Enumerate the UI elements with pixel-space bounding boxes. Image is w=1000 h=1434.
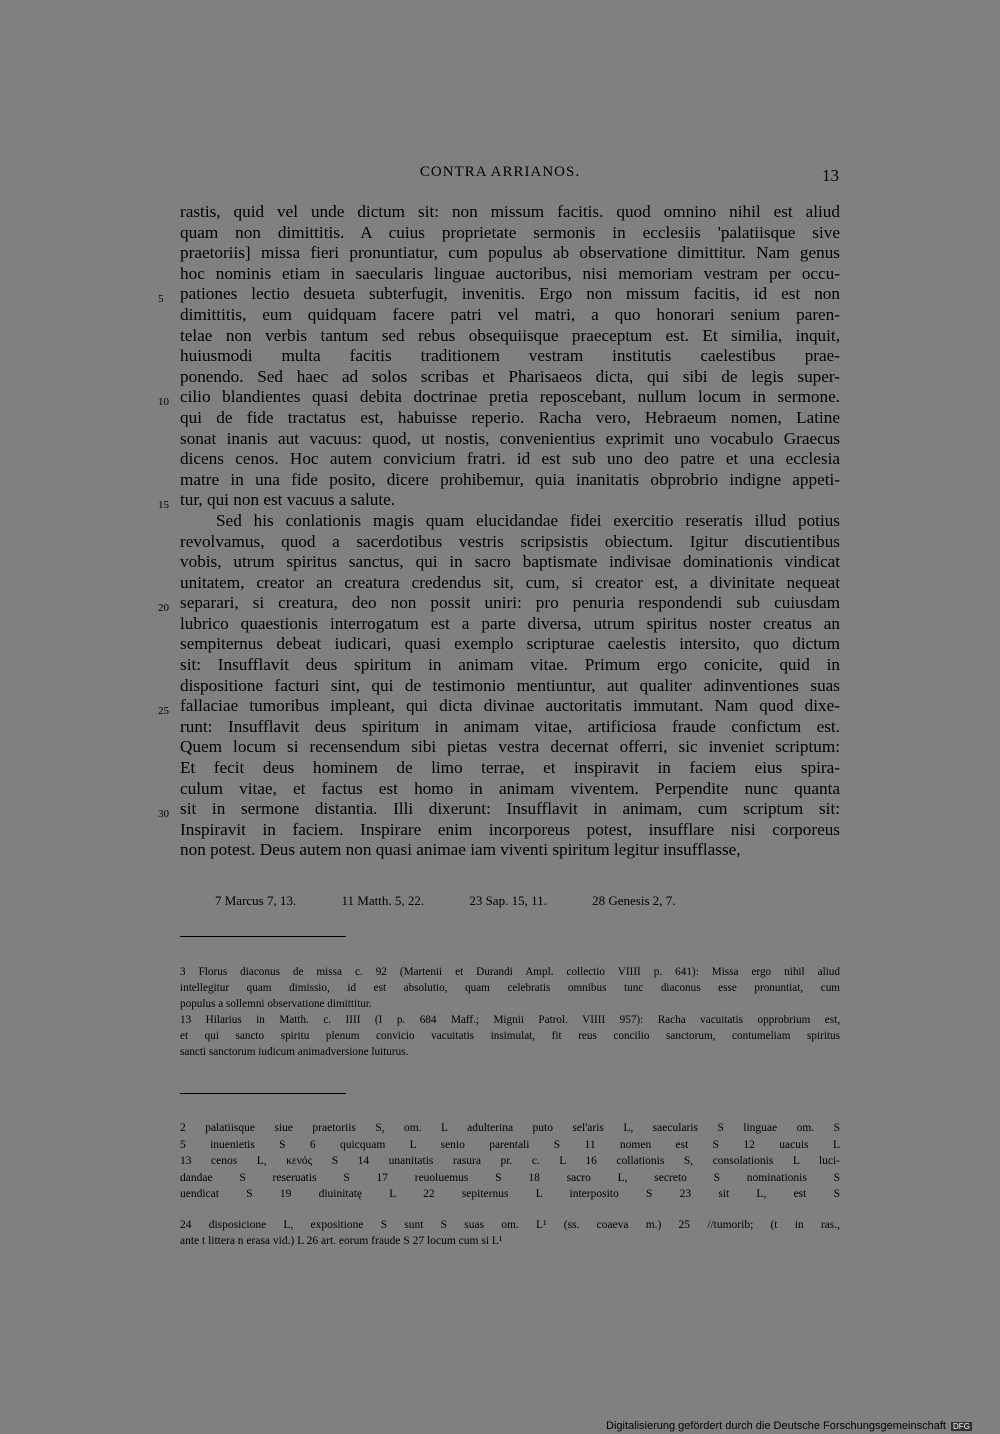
note-line: 3 Florus diaconus de missa c. 92 (Martenii et Durandi Ampl. collectio VIIII p. 641): Missa ergo nihil aliud bbox=[180, 966, 840, 978]
apparatus-line: dandae S reseruatis S 17 reuoluemus S 18 sacro L, secreto S nominationis S bbox=[180, 1171, 840, 1184]
text-line: sit: Insufflavit deus spiritum in animam vitae. Primum ergo conicite, quid in bbox=[180, 655, 840, 675]
text-line: unitatem, creator an creatura credendus sit, cum, si creator est, a divinitate nequeat bbox=[180, 572, 840, 592]
apparatus-line: 24 disposicione L, expositione S sunt S suas om. L¹ (ss. coaeva m.) 25 //tumorib; (t in ras., bbox=[180, 1218, 840, 1231]
text-line: culum vitae, et factus est homo in animam viventem. Perpendite nunc quanta bbox=[180, 778, 840, 798]
note-line: intellegitur quam dimissio, id est absolutio, quam celebratis omnibus tunc diaconus esse pronuntiat, cum bbox=[180, 982, 840, 994]
text-line: matre in una fide posito, dicere prohibemur, quia inanitatis obprobrio indigne appeti- bbox=[180, 469, 840, 489]
text-line: Et fecit deus hominem de limo terrae, et inspiravit in faciem eius spira- bbox=[180, 758, 840, 778]
text-line: fallaciae tumoribus impleant, qui dicta divinae auctoritatis immutant. Nam quod dixe- bbox=[180, 696, 840, 716]
text-line: rastis, quid vel unde dictum sit: non missum facitis. quod omnino nihil est aliud bbox=[180, 202, 840, 221]
reference: 23 Sap. 15, 11. bbox=[469, 893, 547, 908]
reference: 11 Matth. 5, 22. bbox=[341, 893, 425, 908]
line-number: 20 bbox=[158, 602, 169, 614]
apparatus-line: 2 palatiisque siue praetoriis S, om. L adulterina puto sel'aris L, saecularis S linguae om. S bbox=[180, 1122, 840, 1134]
dfg-logo: DFG bbox=[953, 1421, 970, 1431]
text-line: telae non verbis tantum sed rebus obsequiisque praeceptum est. Et similia, inquit, bbox=[180, 325, 840, 345]
reference: 7 Marcus 7, 13. bbox=[215, 893, 297, 908]
text-line: hoc nominis etiam in saecularis linguae auctoribus, nisi memoriam vestram per occu- bbox=[180, 263, 840, 283]
line-number: 5 bbox=[158, 293, 164, 305]
note-line: sancti sanctorum iudicum animadversione luiturus. bbox=[180, 1046, 409, 1058]
text-line: dicens cenos. Hoc autem convicium fratri. id est sub uno deo patre et una ecclesia bbox=[180, 449, 840, 469]
line-number: 25 bbox=[158, 705, 169, 717]
source-notes bbox=[180, 964, 840, 1060]
line-number: 10 bbox=[158, 396, 169, 408]
apparatus-line: 13 cenos L, κενός S 14 unanitatis rasura pr. c. L 16 collationis S, consolationis L luci- bbox=[180, 1155, 840, 1167]
critical-apparatus bbox=[180, 1120, 840, 1250]
footer-text: Digitalisierung gefördert durch die Deutsche Forschungsgemeinschaft bbox=[606, 1420, 946, 1432]
separator-rule bbox=[180, 1093, 346, 1094]
text-line: Sed his conlationis magis quam elucidandae fidei exercitio reseratis illud potius bbox=[216, 510, 840, 530]
text-line: vobis, utrum spiritus sanctus, qui in sacro baptismate indivisae dominationis vindicat bbox=[180, 552, 840, 572]
note-line: populus a sollemni observatione dimittitur. bbox=[180, 998, 372, 1010]
text-line: huiusmodi multa facitis traditionem vestram institutis caelestibus prae- bbox=[180, 346, 840, 366]
text-line: lubrico quaestionis interrogatum est a parte diversa, utrum spiritus noster creatus an bbox=[180, 613, 840, 633]
text-line: separari, si creatura, deo non possit uniri: pro penuria respondendi sub cuiusdam bbox=[180, 593, 840, 613]
text-line: Inspiravit in faciem. Inspirare enim incorporeus potest, insufflare nisi corporeus bbox=[180, 819, 840, 839]
funding-footer bbox=[606, 1420, 972, 1432]
text-line: non potest. Deus autem non quasi animae iam viventi spiritum legitur insufflasse, bbox=[180, 840, 741, 860]
note-line: et qui sancto spiritu plenum convicio vacuitatis insimulat, fit reus concilio sanctorum, contumeliam spiritus bbox=[180, 1030, 840, 1042]
running-header: CONTRA ARRIANOS. bbox=[419, 164, 581, 180]
text-line: sit in sermone distantia. Illi dixerunt: Insufflavit in animam, cum scriptum sit: bbox=[180, 799, 840, 819]
reference: 28 Genesis 2, 7. bbox=[592, 893, 676, 908]
text-line: dispositione facturi sint, qui de testimonio mentiuntur, aut qualiter adinventiones suas bbox=[180, 675, 840, 695]
main-text bbox=[180, 202, 840, 861]
text-line: qui de fide tractatus est, habuisse reperio. Racha vero, Hebraeum nomen, Latine bbox=[180, 407, 840, 427]
separator-rule bbox=[180, 936, 346, 937]
text-line: praetoriis] missa fieri pronuntiatur, cum populus ab observatione dimittitur. Nam genus bbox=[180, 243, 840, 263]
text-line: tur, qui non est vacuus a salute. bbox=[180, 490, 396, 510]
line-number: 15 bbox=[158, 499, 169, 511]
text-line: sempiternus debeat iudicari, quasi exemplo scripturae caelestis intersito, quo dictum bbox=[180, 634, 840, 654]
apparatus-line: 5 inuenietis S 6 quicquam L senio parentali S 11 nomen est S 12 uacuis L bbox=[180, 1138, 840, 1151]
text-line: dimittitis, eum quidquam facere patri vel matri, a quo honorari senium paren- bbox=[180, 304, 840, 324]
text-line: quam non dimittitis. A cuius proprietate sermonis in ecclesiis 'palatiisque sive bbox=[180, 222, 840, 242]
text-line: Quem locum si recensendum sibi pietas vestra decernat offerri, sic inveniet scriptum: bbox=[180, 737, 840, 757]
page-number: 13 bbox=[822, 166, 839, 185]
text-line: sonat inanis aut vacuus: quod, ut nostis, convenientius exprimit uno vocabulo Graecus bbox=[180, 428, 840, 448]
apparatus-line: ante t littera n erasa vid.) L 26 art. eorum fraude S 27 locum cum si L¹ bbox=[180, 1235, 503, 1247]
text-line: revolvamus, quod a sacerdotibus vestris scripsistis obiectum. Igitur discutientibus bbox=[180, 531, 840, 551]
scripture-references bbox=[215, 893, 718, 909]
apparatus-line: uendicat S 19 diuinitatę L 22 sepiternus L interposito S 23 sit L, est S bbox=[180, 1188, 840, 1200]
text-line: runt: Insufflavit deus spiritum in animam vitae, artificiosa fraude confictum est. bbox=[180, 716, 840, 736]
text-line: pationes lectio desueta subterfugit, invenitis. Ergo non missum facitis, id est non bbox=[180, 284, 840, 304]
text-line: ponendo. Sed haec ad solos scribas et Pharisaeos dicta, qui sibi de legis super- bbox=[180, 366, 840, 386]
text-line: cilio blandientes quasi debita doctrinae pretia reposcebant, nullum locum in sermone. bbox=[180, 387, 840, 407]
line-number: 30 bbox=[158, 808, 169, 820]
note-line: 13 Hilarius in Matth. c. IIII (I p. 684 Maff.; Mignii Patrol. VIIII 957): Racha vacuitatis opprobrium est, bbox=[180, 1014, 840, 1026]
